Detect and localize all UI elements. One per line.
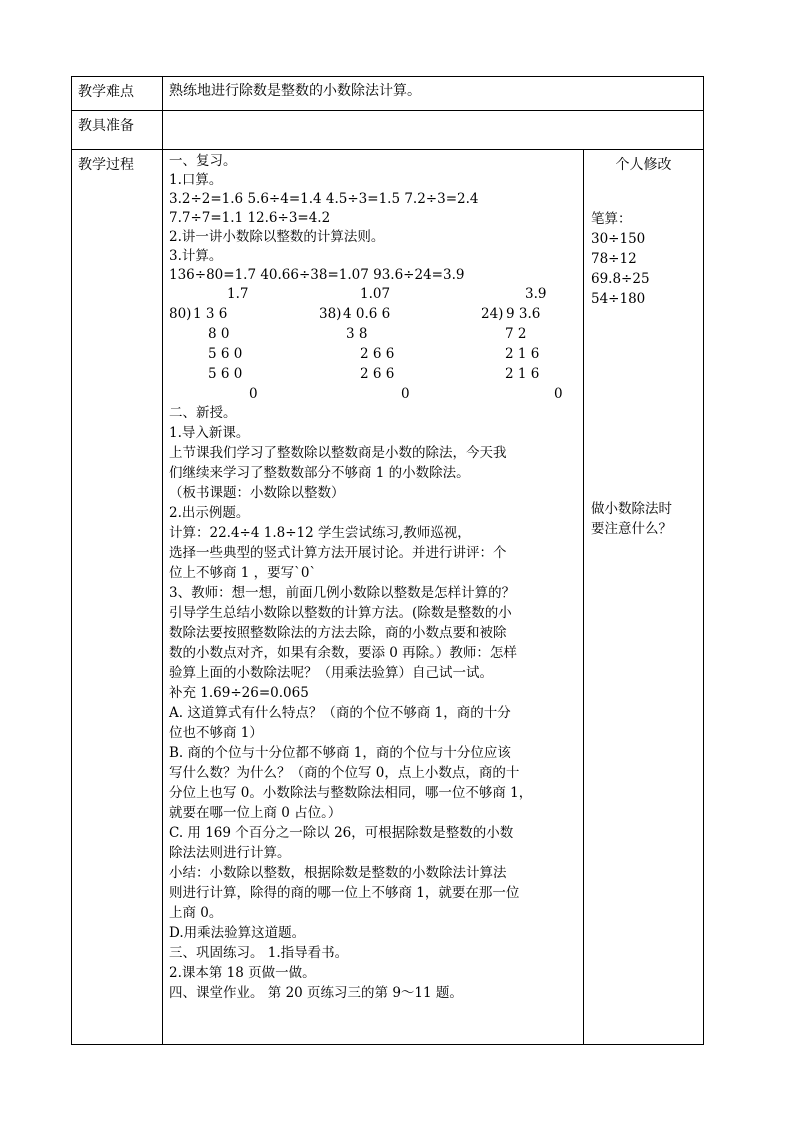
oral-calc-row-1: 3.2÷2=1.6 5.6÷4=1.4 4.5÷3=1.5 7.2÷3=2.4: [169, 191, 479, 207]
division-2-remainder: 0: [401, 386, 410, 402]
text-line: C. 用 169 个百分之一除以 26，可根据除数是整数的小数: [169, 825, 514, 841]
text-line: 则进行计算，除得的商的哪一位上不够商 1，就要在那一位: [169, 885, 520, 901]
division-3-dividend: 9 3.6: [506, 306, 541, 322]
division-3-divisor: 24): [481, 306, 504, 322]
oral-calc-row-2: 7.7÷7=1.1 12.6÷3=4.2: [169, 210, 331, 226]
text-line: B. 商的个位与十分位都不够商 1，商的个位与十分位应该: [169, 745, 511, 761]
division-3-quotient: 3.9: [525, 286, 547, 302]
label-teaching-difficulty: 教学难点: [72, 77, 163, 111]
text-line: 选择一些典型的竖式计算方法开展讨论。并进行讲评：个: [169, 545, 507, 561]
text-line: 分位上也写 0。小数除法与整数除法相同，哪一位不够商 1，: [169, 785, 533, 801]
division-1-divisor: 80): [169, 306, 192, 322]
lesson-plan-table: [71, 76, 704, 1045]
text-line: 除法法则进行计算。: [169, 845, 291, 861]
division-1-remainder: 0: [249, 386, 258, 402]
text-line: 1.导入新课。: [169, 425, 250, 441]
oral-calc-title: 1.口算。: [169, 172, 223, 188]
division-3-step: 7 2: [505, 326, 527, 342]
calc-row: 136÷80=1.7 40.66÷38=1.07 93.6÷24=3.9: [169, 267, 465, 283]
text-line: D.用乘法验算这道题。: [169, 925, 306, 941]
side-line: 笔算：: [591, 211, 632, 227]
division-1-quotient: 1.7: [227, 286, 249, 302]
division-1-step: 5 6 0: [208, 346, 243, 362]
text-line: 上节课我们学习了整数除以整数商是小数的除法，今天我: [169, 445, 507, 461]
division-3-step: 2 1 6: [505, 366, 540, 382]
division-2-step: 2 6 6: [360, 346, 395, 362]
division-1-step: 8 0: [208, 326, 230, 342]
text-line: 数的小数点对齐，如果有余数，要添 0 再除。）教师：怎样: [169, 645, 517, 661]
rule-line: 2.讲一讲小数除以整数的计算法则。: [169, 229, 385, 245]
text-line: 2.出示例题。: [169, 505, 250, 521]
table-row: [72, 77, 704, 111]
text-line: 上商 0。: [169, 905, 223, 921]
side-line: 54÷180: [591, 291, 646, 307]
text-line: （板书课题：小数除以整数）: [169, 485, 345, 501]
side-line: 30÷150: [591, 231, 646, 247]
side-note: 做小数除法时: [591, 501, 672, 517]
text-line: 四、课堂作业。 第 20 页练习三的第 9～11 题。: [169, 985, 463, 1001]
text-line: 2.课本第 18 页做一做。: [169, 965, 316, 981]
division-3-step: 2 1 6: [505, 346, 540, 362]
division-3-remainder: 0: [554, 386, 563, 402]
text-line: 位也不够商 1）: [169, 725, 263, 741]
side-line: 69.8÷25: [591, 271, 650, 287]
division-2-step: 3 8: [346, 326, 368, 342]
personal-revision-column: [584, 150, 704, 1045]
teaching-aids-content: [163, 111, 704, 150]
text-line: 三、巩固练习。 1.指导看书。: [169, 945, 349, 961]
text-line: 补充 1.69÷26=0.065: [169, 685, 309, 701]
label-teaching-aids: 教具准备: [72, 111, 163, 150]
text-line: 3、教师：想一想，前面几例小数除以整数是怎样计算的？: [169, 585, 516, 601]
text-line: 引导学生总结小数除以整数的计算方法。(除数是整数的小: [169, 605, 512, 621]
new-lesson-title: 二、新授。: [169, 405, 237, 421]
teaching-process-content: [163, 150, 584, 1045]
text-line: 们继续来学习了整数数部分不够商 1 的小数除法。: [169, 465, 470, 481]
text-line: 小结：小数除以整数，根据除数是整数的小数除法计算法: [169, 865, 507, 881]
side-line: 78÷12: [591, 251, 637, 267]
division-2-divisor: 38): [319, 306, 342, 322]
table-row: [72, 150, 704, 1045]
text-line: 就要在哪一位上商 0 占位。）: [169, 805, 342, 821]
division-2-quotient: 1.07: [360, 286, 391, 302]
text-line: 位上不够商 1 ，要写`0`: [169, 565, 317, 581]
text-line: 验算上面的小数除法呢？（用乘法验算）自己试一试。: [169, 665, 493, 681]
table-row: [72, 111, 704, 150]
text-line: 写什么数？为什么？（商的个位写 0，点上小数点，商的十: [169, 765, 520, 781]
review-title: 一、复习。: [169, 153, 237, 169]
division-2-dividend: 4 0.6 6: [343, 306, 391, 322]
text-line: 计算：22.4÷4 1.8÷12 学生尝试练习,教师巡视，: [169, 525, 471, 541]
label-teaching-process: 教学过程: [72, 150, 163, 1045]
division-1-step: 5 6 0: [208, 366, 243, 382]
division-2-step: 2 6 6: [360, 366, 395, 382]
side-note: 要注意什么？: [591, 521, 672, 537]
text-line: A. 这道算式有什么特点？（商的个位不够商 1，商的十分: [169, 705, 511, 721]
text-line: 数除法要按照整数除法的方法去除，商的小数点要和被除: [169, 625, 507, 641]
division-1-dividend: 1 3 6: [193, 306, 228, 322]
personal-revision-header: 个人修改: [615, 157, 672, 173]
teaching-difficulty-content: 熟练地进行除数是整数的小数除法计算。: [163, 77, 704, 111]
calc-title: 3.计算。: [169, 248, 223, 264]
